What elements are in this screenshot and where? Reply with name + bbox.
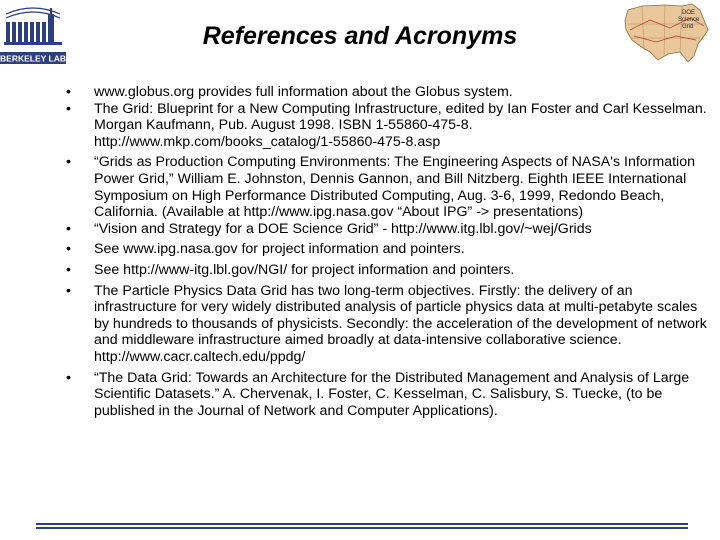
bullet-icon: • xyxy=(66,154,71,171)
bullet-icon: • xyxy=(66,282,71,299)
list-item xyxy=(60,221,710,238)
list-item xyxy=(60,154,710,220)
list-item xyxy=(60,262,710,279)
bullet-icon: • xyxy=(66,220,71,237)
logo-label: BERKELEY LAB xyxy=(0,53,66,64)
bullet-icon: • xyxy=(66,100,71,117)
bullet-icon: • xyxy=(66,84,71,100)
page-title: References and Acronyms xyxy=(202,22,518,50)
reference-text: www.globus.org provides full information about the Globus system. xyxy=(94,84,513,100)
reference-text: See http://www-itg.lbl.gov/NGI/ for project information and pointers. xyxy=(94,261,515,278)
bullet-icon: • xyxy=(66,369,71,386)
map-label-doe: DOE xyxy=(682,10,696,16)
reference-text: The Grid: Blueprint for a New Computing Infrastructure, edited by Ian Foster and Carl Kesselman. Morgan Kaufmann, Pub. August 1998. ISBN 1-55860-475-8. http://www.mkp.com/books_catalog/1-55860-475-8.asp xyxy=(94,100,707,150)
list-item xyxy=(60,84,710,101)
list-item xyxy=(60,101,710,151)
reference-text: “Vision and Strategy for a DOE Science Grid” - http://www.itg.lbl.gov/~wej/Grids xyxy=(94,220,592,237)
list-item xyxy=(60,370,710,420)
map-label-grid: Grid xyxy=(682,24,694,30)
references-list xyxy=(60,84,710,419)
doe-science-grid-map xyxy=(620,0,714,66)
footer-rule xyxy=(36,523,688,529)
reference-text: “The Data Grid: Towards an Architecture for the Distributed Management and Analysis of Large Scientific Datasets.” A. Chervenak, I. Foster, C. Kesselman, C. Salisbury, S. Tuecke, (to be published in the Journal of Network and Computer Applications). xyxy=(94,369,690,419)
reference-text: “Grids as Production Computing Environments: The Engineering Aspects of NASA's Information Power Grid,” William E. Johnston, Dennis Gannon, and Bill Nitzberg. Eighth IEEE International Symposium on High Performance Distributed Computing, Aug. 3-6, 1999, Redondo Beach, California. (Available at http://www.ipg.nasa.gov “About IPG” -> presentations) xyxy=(94,154,695,221)
map-label-science: Science xyxy=(678,17,700,23)
list-item xyxy=(60,241,710,258)
list-item xyxy=(60,283,710,366)
bullet-icon: • xyxy=(66,261,71,278)
reference-text: See www.ipg.nasa.gov for project information and pointers. xyxy=(94,241,465,258)
bullet-icon: • xyxy=(66,241,71,258)
reference-text: The Particle Physics Data Grid has two long-term objectives. Firstly: the delivery of an infrastructure for very widely distributed analysis of particle physics data at multi-petabyte scales by hundreds to thousands of physicists. Secondly: the acceleration of the development of network and middleware infrastructure aimed broadly at data-intensive collaborative science. http://www.cacr.caltech.edu/ppdg/ xyxy=(94,282,707,365)
